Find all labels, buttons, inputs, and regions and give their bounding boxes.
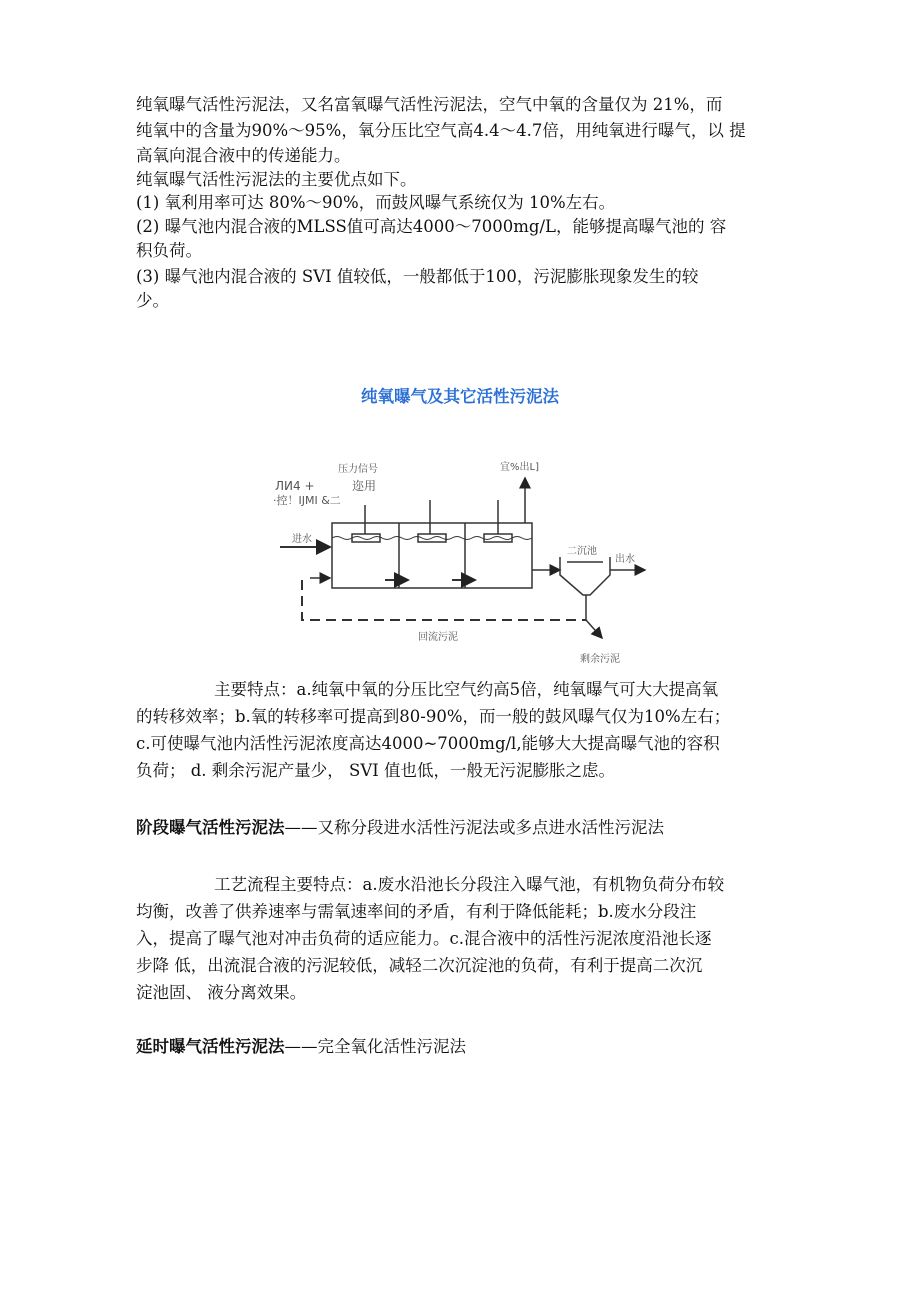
diagram-label: ·控！IJMI &二 <box>273 494 341 507</box>
process-diagram <box>270 450 670 670</box>
heading-rest: ——又称分段进水活性污泥法或多点进水活性污泥法 <box>284 818 664 837</box>
features-line: 入，提高了曝气池对冲击负荷的适应能力。c.混合液中的活性污泥浓度沿池长逐 <box>136 929 712 948</box>
intro-line: 高氧向混合液中的传递能力。 <box>136 146 351 165</box>
heading-step-aeration <box>136 817 664 839</box>
inflow-label: 进水 <box>292 534 312 545</box>
intro-line: 少。 <box>136 291 169 310</box>
intro-line: 纯氧曝气活性污泥法，又名富氧曝气活性污泥法，空气中氧的含量仅为 21%，而 <box>136 95 723 114</box>
diagram-label: 迩用 <box>352 479 377 493</box>
features-line: 的转移效率；b.氧的转移率可提高到80-90%，而一般的鼓风曝气仅为10%左右； <box>136 707 731 726</box>
excess-sludge-label: 剩余污泥 <box>580 654 620 665</box>
outflow-label: 出水 <box>615 554 635 565</box>
heading-extended-aeration <box>136 1036 466 1058</box>
heading-bold: 延时曝气活性污泥法 <box>136 1037 285 1056</box>
features-line: 步降 低，出流混合液的污泥较低，减轻二次沉淀池的负荷，有利于提高二次沉 <box>136 956 703 975</box>
intro-line: (1) 氧利用率可达 80%～90%，而鼓风曝气系统仅为 10%左右。 <box>136 193 616 212</box>
return-sludge-label: 回流污泥 <box>418 632 458 643</box>
intro-line: (3) 曝气池内混合液的 SVI 值较低，一般都低于100，污泥膨胀现象发生的较 <box>136 267 699 286</box>
intro-line: (2) 曝气池内混合液的MLSS值可高达4000～7000mg/L，能够提高曝气池的 容 <box>136 217 727 236</box>
intro-line: 纯氧中的含量为90%～95%，氧分压比空气高4.4～4.7倍，用纯氧进行曝气，以 提 <box>136 121 746 140</box>
intro-line: 纯氧曝气活性污泥法的主要优点如下。 <box>136 170 417 189</box>
features-line: 主要特点：a.纯氧中氧的分压比空气约高5倍，纯氧曝气可大大提高氧 <box>214 680 719 699</box>
intro-line: 积负荷。 <box>136 241 202 260</box>
features-line: 负荷； d. 剩余污泥产量少， SVI 值也低，一般无污泥膨胀之虑。 <box>136 761 616 780</box>
heading-rest: ——完全氧化活性污泥法 <box>284 1037 466 1056</box>
features-line: 工艺流程主要特点：a.废水沿池长分段注入曝气池，有机物负荷分布较 <box>214 875 725 894</box>
diagram-label: ЛИ4 + <box>275 479 315 493</box>
aeration-tank <box>332 523 532 588</box>
features-line: 淀池固、 液分离效果。 <box>136 983 307 1002</box>
pressure-signal-label: 压力信号 <box>338 464 378 475</box>
section-title: 纯氧曝气及其它活性污泥法 <box>361 387 559 406</box>
features-line: c.可使曝气池内活性污泥浓度高达4000~7000mg/l,能够大大提高曝气池的容积 <box>136 734 720 753</box>
clarifier-label: 二沉池 <box>567 546 597 557</box>
features-line: 均衡，改善了供养速率与需氧速率间的矛盾，有利于降低能耗；b.废水分段注 <box>136 902 697 921</box>
heading-bold: 阶段曝气活性污泥法 <box>136 818 285 837</box>
vent-label: 宜%出L] <box>500 462 539 473</box>
